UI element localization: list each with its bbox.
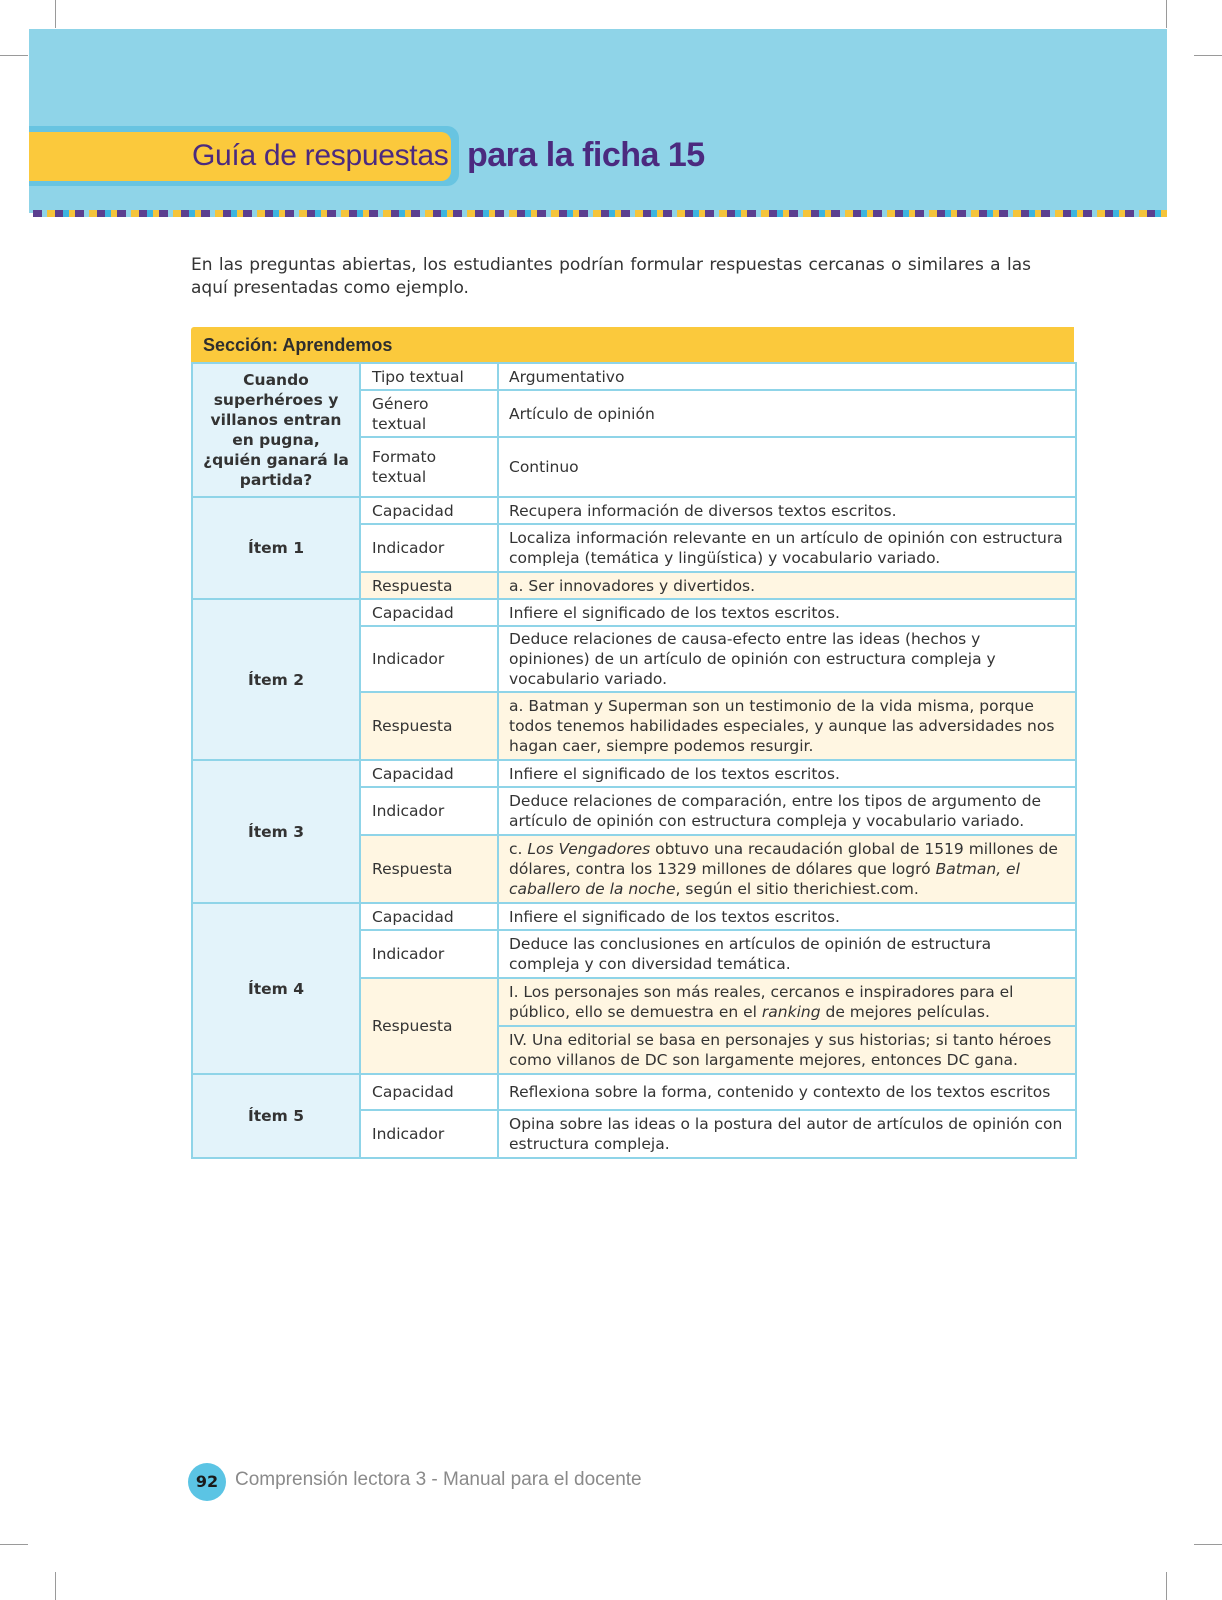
intro-paragraph: En las preguntas abiertas, los estudiantes podrían formular respuestas cercanas o similares a las aquí presentadas como ejemplo. bbox=[191, 255, 1031, 298]
capacidad-label: Capacidad bbox=[360, 497, 498, 524]
item-name: Ítem 1 bbox=[192, 497, 360, 599]
footer-text: Comprensión lectora 3 - Manual para el docente bbox=[235, 1469, 642, 1490]
respuesta-prefix: I. Los personajes son más reales, cercanos e inspiradores para el público, ello se demuestra en el bbox=[509, 983, 1014, 1021]
indicador-label: Indicador bbox=[360, 787, 498, 835]
item-name: Ítem 4 bbox=[192, 903, 360, 1074]
section-title: Sección: Aprendemos bbox=[203, 335, 393, 355]
crop-mark bbox=[1194, 55, 1222, 56]
indicador-value: Localiza información relevante en un artículo de opinión con estructura compleja (temática y lingüística) y vocabulario variado. bbox=[498, 524, 1076, 572]
tipo-value: Argumentativo bbox=[498, 363, 1076, 390]
crop-mark bbox=[55, 0, 56, 28]
italic-term: ranking bbox=[761, 1003, 821, 1021]
item-name: Ítem 5 bbox=[192, 1074, 360, 1158]
respuesta-value bbox=[498, 978, 1076, 1026]
genero-label: Género textual bbox=[360, 390, 498, 437]
page-number: 92 bbox=[188, 1463, 226, 1501]
capacidad-value: Infiere el significado de los textos escritos. bbox=[498, 903, 1076, 930]
genero-value: Artículo de opinión bbox=[498, 390, 1076, 437]
respuesta-value: a. Ser innovadores y divertidos. bbox=[498, 572, 1076, 599]
decorative-stripe bbox=[33, 210, 1167, 217]
answers-table bbox=[191, 362, 1077, 1159]
film-title: Los Vengadores bbox=[527, 840, 651, 858]
crop-mark bbox=[1194, 1544, 1222, 1545]
respuesta-mid: obtuvo una recaudación global de 1519 millones de dólares, contra los 1329 millones de dólares que logró bbox=[509, 840, 1058, 878]
capacidad-label: Capacidad bbox=[360, 599, 498, 626]
respuesta-label: Respuesta bbox=[360, 835, 498, 903]
respuesta-label: Respuesta bbox=[360, 692, 498, 760]
indicador-value: Deduce relaciones de comparación, entre los tipos de argumento de artículo de opinión con estructura compleja y vocabulario variado. bbox=[498, 787, 1076, 835]
crop-mark bbox=[0, 1544, 28, 1545]
film-title: Batman, el caballero de la noche bbox=[509, 860, 1020, 898]
indicador-label: Indicador bbox=[360, 626, 498, 692]
capacidad-value: Recupera información de diversos textos escritos. bbox=[498, 497, 1076, 524]
capacidad-label: Capacidad bbox=[360, 1074, 498, 1110]
respuesta-suffix: de mejores películas. bbox=[820, 1003, 990, 1021]
text-title: Cuando superhéroes y villanos entran en pugna, ¿quién ganará la partida? bbox=[203, 371, 349, 489]
indicador-value: Opina sobre las ideas o la postura del autor de artículos de opinión con estructura compleja. bbox=[498, 1110, 1076, 1158]
capacidad-label: Capacidad bbox=[360, 903, 498, 930]
respuesta-value bbox=[498, 835, 1076, 903]
indicador-value: Deduce relaciones de causa-efecto entre las ideas (hechos y opiniones) de un artículo de opinión con estructura compleja y vocabulario variado. bbox=[498, 626, 1076, 692]
respuesta-label: Respuesta bbox=[360, 978, 498, 1074]
crop-mark bbox=[1166, 1572, 1167, 1600]
capacidad-label: Capacidad bbox=[360, 760, 498, 787]
indicador-label: Indicador bbox=[360, 1110, 498, 1158]
respuesta-value-2: IV. Una editorial se basa en personajes y sus historias; si tanto héroes como villanos de DC son largamente mejores, entonces DC gana. bbox=[498, 1026, 1076, 1074]
item-name: Ítem 3 bbox=[192, 760, 360, 903]
page-title-right: para la ficha 15 bbox=[467, 136, 705, 174]
respuesta-label: Respuesta bbox=[360, 572, 498, 599]
tipo-label: Tipo textual bbox=[360, 363, 498, 390]
crop-mark bbox=[55, 1572, 56, 1600]
capacidad-value: Reflexiona sobre la forma, contenido y contexto de los textos escritos bbox=[498, 1074, 1076, 1110]
section-header bbox=[191, 327, 1074, 364]
capacidad-value: Infiere el significado de los textos escritos. bbox=[498, 760, 1076, 787]
indicador-label: Indicador bbox=[360, 524, 498, 572]
respuesta-suffix: , según el sitio therichiest.com. bbox=[675, 880, 919, 898]
indicador-label: Indicador bbox=[360, 930, 498, 978]
capacidad-value: Infiere el significado de los textos escritos. bbox=[498, 599, 1076, 626]
formato-value: Continuo bbox=[498, 437, 1076, 497]
indicador-value: Deduce las conclusiones en artículos de opinión de estructura compleja y con diversidad temática. bbox=[498, 930, 1076, 978]
text-title-cell bbox=[192, 363, 360, 497]
page-title-left: Guía de respuestas bbox=[192, 139, 449, 172]
item-name: Ítem 2 bbox=[192, 599, 360, 760]
respuesta-value: a. Batman y Superman son un testimonio de la vida misma, porque todos tenemos habilidades especiales, y aunque las adversidades nos hagan caer, siempre podemos resurgir. bbox=[498, 692, 1076, 760]
crop-mark bbox=[1166, 0, 1167, 28]
respuesta-prefix: c. bbox=[509, 840, 528, 858]
crop-mark bbox=[0, 55, 28, 56]
formato-label: Formato textual bbox=[360, 437, 498, 497]
